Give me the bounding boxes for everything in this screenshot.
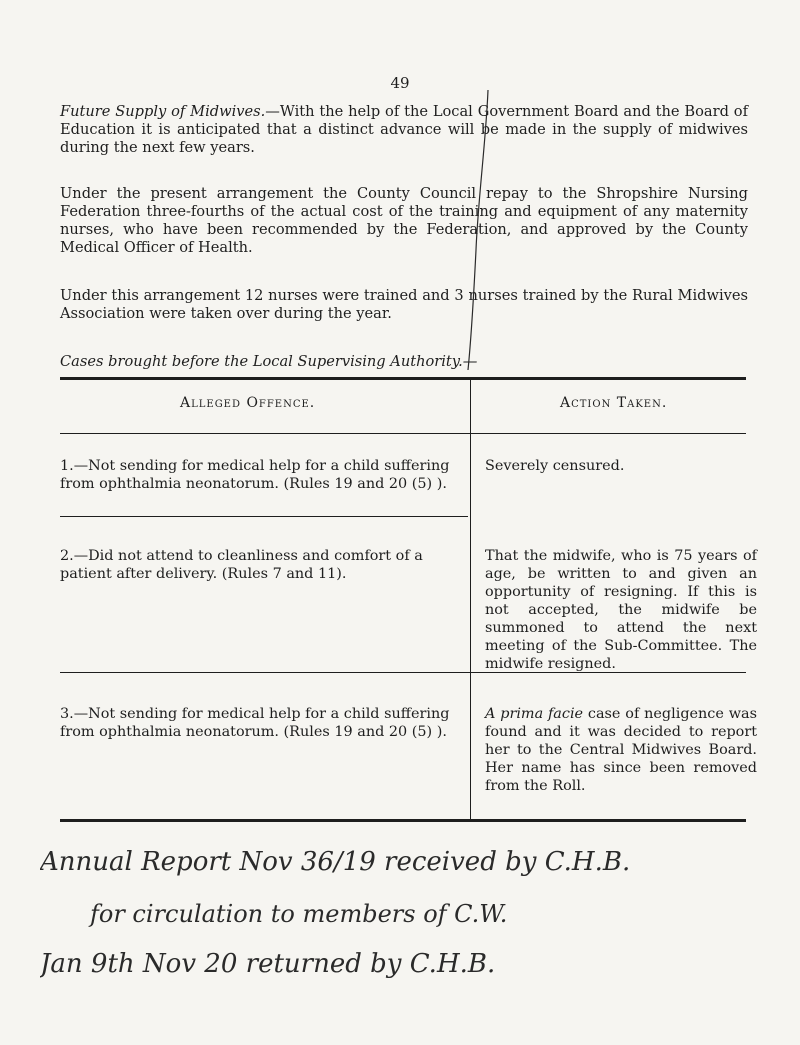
column-header-action: Action Taken. (560, 395, 668, 411)
table-row-2-action (485, 547, 757, 673)
paragraph-nurses-trained (60, 287, 748, 323)
paragraph-arrangement (60, 185, 748, 257)
table-column-divider (470, 380, 471, 820)
table-row-3-action (485, 705, 757, 795)
paragraph-lead: Future Supply of Midwives. (60, 103, 266, 120)
column-header-offence: Alleged Offence. (180, 395, 316, 411)
table-top-rule (60, 377, 746, 380)
handwritten-note (40, 822, 770, 1032)
action-text: case of negligence was found and it was decided to report her to the Central Midwives Board. Her name has since been removed from the Roll. (485, 706, 758, 794)
handwritten-line-3: Jan 9th Nov 20 returned by C.H.B. (40, 949, 496, 979)
table-row-1-action: Severely censured. (485, 458, 625, 474)
paragraph-text: Under the present arrangement the County Council repay to the Shropshire Nursing Federation three-fourths of the actual cost of the training and equipment of any maternity nurses, who have been recommended by the Federation, and approved by the County Medical Officer of Health. (60, 185, 748, 256)
row-1-rule (60, 516, 468, 517)
handwritten-line-2: for circulation to members of C.W. (90, 900, 508, 928)
handwritten-note-drawing (40, 822, 770, 1032)
paragraph-future-supply (60, 103, 748, 157)
row-2-rule (60, 672, 746, 673)
table-row-2-offence: 2.—Did not attend to cleanliness and comfort of a patient after delivery. (Rules 7 and 11). (60, 548, 423, 582)
action-italic-text: A prima facie (485, 706, 584, 722)
page-number: 49 (390, 74, 410, 92)
handwritten-line-1: Annual Report Nov 36/19 received by C.H.B. (40, 847, 631, 877)
cases-heading: Cases brought before the Local Supervising Authority.— (60, 353, 478, 370)
action-text: That the midwife, who is 75 years of age, be written to and given an opportunity of resigning. If this is not accepted, the midwife be summoned to attend the next meeting of the Sub-Committee. The midwife resigned. (485, 548, 757, 672)
header-rule (60, 433, 746, 434)
paragraph-text: —With the help of the Local Government Board and the Board of Education it is anticipated that a distinct advance will be made in the supply of midwives during the next few years. (60, 103, 748, 156)
paragraph-text: Under this arrangement 12 nurses were trained and 3 nurses trained by the Rural Midwives Association were taken over during the year. (60, 287, 748, 322)
table-row-3-offence: 3.—Not sending for medical help for a child suffering from ophthalmia neonatorum. (Rules 19 and 20 (5) ). (60, 706, 450, 740)
table-row-1-offence: 1.—Not sending for medical help for a child suffering from ophthalmia neonatorum. (Rules 19 and 20 (5) ). (60, 458, 450, 492)
